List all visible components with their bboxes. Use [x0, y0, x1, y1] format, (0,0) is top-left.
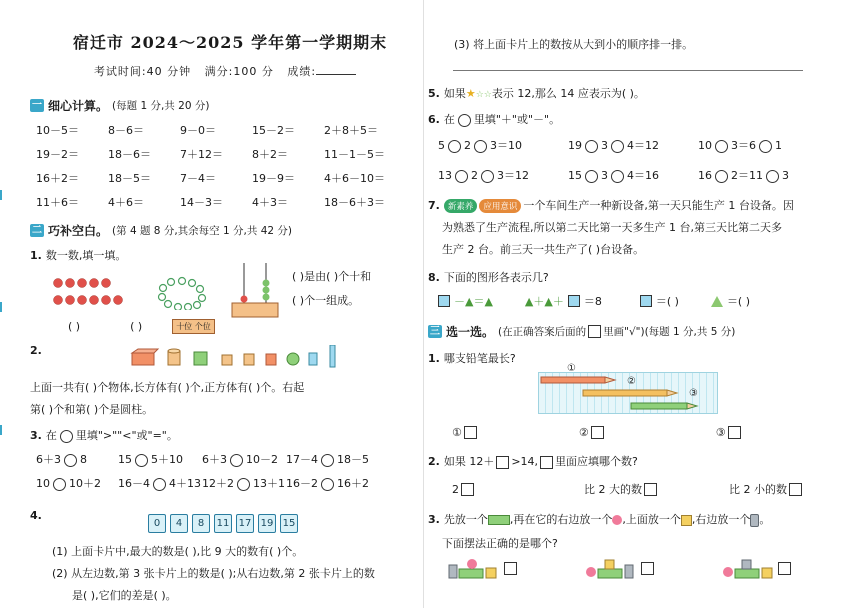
question-text-5: 。 — [759, 513, 771, 526]
number-card: 8 — [192, 514, 210, 533]
right-column — [428, 30, 833, 579]
calc-item[interactable]: 9－0＝ — [180, 124, 216, 137]
operator-circle[interactable] — [759, 140, 772, 153]
comparison-left: 6＋3 — [202, 453, 227, 466]
number-card: 0 — [148, 514, 166, 533]
exam-meta — [30, 63, 420, 79]
comparison-item — [202, 475, 286, 491]
question-text-3: ,上面放一个 — [622, 513, 681, 526]
calc-item[interactable]: 7＋12＝ — [180, 148, 223, 161]
arrangement-b-icon — [585, 557, 639, 579]
question-number: 3. — [428, 513, 440, 526]
question-3-2 — [428, 453, 833, 469]
option-checkbox[interactable] — [504, 562, 517, 575]
strawberry-blank[interactable]: ( ) — [68, 320, 81, 333]
question-text: 在 — [45, 429, 57, 442]
operator-circle[interactable] — [585, 140, 598, 153]
section-3-name: 选一选。 — [446, 325, 495, 339]
question-7-line1: 一个车间生产一种新设备,第一天只能生产 1 台设备。因 — [523, 199, 794, 212]
operator-circle[interactable] — [715, 140, 728, 153]
section-2-header — [30, 222, 420, 239]
calc-item[interactable]: 7－4＝ — [180, 172, 216, 185]
arrangement-a-icon — [448, 557, 502, 579]
question-text-2: 里填"＋"或"－"。 — [473, 113, 561, 126]
abacus-icon — [230, 261, 282, 319]
box-icon — [540, 456, 553, 469]
square-icon — [568, 295, 580, 307]
comparison-right: 5＋10 — [151, 453, 183, 466]
question-7-line3: 生产 2 台。前三天一共生产了( )台设备。 — [442, 243, 645, 256]
operator-circle[interactable] — [455, 170, 468, 183]
operator-part: 3＝10 — [490, 139, 522, 152]
question-number: 1. — [30, 249, 42, 262]
left-edge-marks — [0, 0, 3, 608]
score-label: 满分:100 分 — [204, 65, 274, 78]
question-3-1 — [428, 350, 833, 366]
operator-circle[interactable] — [585, 170, 598, 183]
number-card: 4 — [170, 514, 188, 533]
cube-icon — [681, 515, 692, 526]
pencil-label-3: ③ — [689, 388, 698, 399]
operator-item — [568, 167, 698, 183]
calc-item[interactable]: 15－2＝ — [252, 124, 295, 137]
comparison-right: 13＋1 — [253, 477, 285, 490]
abacus-questions — [292, 268, 371, 308]
operator-circle[interactable] — [474, 140, 487, 153]
cylinder-icon — [750, 514, 759, 527]
result-blank[interactable] — [316, 74, 356, 75]
question-text: 数一数,填一填。 — [45, 249, 127, 262]
operator-item — [438, 167, 568, 183]
question-2-3 — [30, 427, 420, 443]
result-label: 成绩: — [287, 65, 317, 78]
operator-part: 5 — [438, 139, 445, 152]
comparison-item — [202, 451, 286, 467]
question-text: 在 — [443, 113, 455, 126]
option-label: ② — [578, 426, 589, 439]
comparison-left: 17－4 — [286, 453, 318, 466]
comparison-left: 10 — [36, 477, 50, 490]
arrangement-c-icon — [722, 557, 776, 579]
comparison-right: 8 — [80, 453, 87, 466]
question-text-3: 里面应填哪个数? — [555, 455, 638, 468]
question-text-2: ,再在它的右边放一个 — [509, 513, 613, 526]
section-2-number: 二 — [32, 225, 42, 236]
number-card: 17 — [236, 514, 254, 533]
option-checkbox[interactable] — [464, 426, 477, 439]
pencils-figure — [538, 363, 718, 414]
question-text: 先放一个 — [443, 513, 488, 526]
question-7-line2: 为熟悉了生产流程,所以第二天比第一天多生产 1 台,第三天比第二天多 — [442, 221, 782, 234]
comparison-left: 16－2 — [286, 477, 318, 490]
comparison-circle[interactable] — [153, 478, 166, 491]
equation-4[interactable]: ＝( ) — [726, 295, 751, 308]
abacus-text-1: ( )是由( )个十和 — [292, 270, 372, 283]
number-options — [452, 481, 833, 497]
question-number: 4. — [30, 509, 42, 522]
comparison-item — [118, 451, 202, 467]
question-6 — [428, 111, 833, 127]
calc-item[interactable]: 19－9＝ — [252, 172, 295, 185]
operator-part: 2＝11 — [731, 169, 763, 182]
operator-item — [438, 137, 568, 153]
comparison-item — [36, 475, 118, 491]
calc-item[interactable]: 11＋6＝ — [36, 196, 79, 209]
question-number: 2. — [428, 455, 440, 468]
comparison-circle[interactable] — [135, 454, 148, 467]
section-1-header — [30, 97, 420, 114]
operator-circle[interactable] — [611, 140, 624, 153]
comparison-left: 16－4 — [118, 477, 150, 490]
section-3-number: 三 — [430, 326, 440, 337]
equation-3[interactable]: ＝( ) — [655, 295, 679, 308]
operator-part: 3＝6 — [731, 139, 756, 152]
option-checkbox[interactable] — [461, 483, 474, 496]
small-stars-icon: ☆☆ — [475, 90, 492, 100]
operator-part: 15 — [568, 169, 582, 182]
option-label: 比 2 大的数 — [584, 483, 642, 496]
calc-item[interactable]: 18－6＋3＝ — [324, 196, 385, 209]
comparison-circle[interactable] — [53, 478, 66, 491]
operator-circle[interactable] — [448, 140, 461, 153]
strawberries-icon — [52, 276, 130, 310]
comparison-circle[interactable] — [321, 478, 334, 491]
operator-part: 16 — [698, 169, 712, 182]
ball-icon — [612, 515, 622, 525]
comparison-circle[interactable] — [321, 454, 334, 467]
section-3-note: (在正确答案后面的 — [498, 326, 587, 338]
abacus-text-2: ( )个一组成。 — [292, 294, 360, 307]
column-divider — [423, 0, 424, 608]
calc-item[interactable]: 4＋3＝ — [252, 196, 288, 209]
comparison-grid — [36, 451, 420, 499]
number-card: 15 — [280, 514, 298, 533]
operator-circle[interactable] — [766, 170, 779, 183]
option-checkbox[interactable] — [644, 483, 657, 496]
comparison-left: 15 — [118, 453, 132, 466]
operator-part: 4＝16 — [627, 169, 659, 182]
number-card: 19 — [258, 514, 276, 533]
pencil-label-2: ② — [627, 376, 636, 387]
answer-line[interactable] — [453, 70, 803, 71]
question-8 — [428, 269, 833, 285]
operator-part: 3＝12 — [497, 169, 529, 182]
calculation-grid — [36, 122, 420, 210]
option-checkbox[interactable] — [641, 562, 654, 575]
option-label: 比 2 小的数 — [729, 483, 787, 496]
pencil-label-1: ① — [567, 363, 576, 374]
question-text-4: ,右边放一个 — [691, 513, 751, 526]
comparison-item — [36, 451, 118, 467]
section-2-note: (第 4 题 8 分,其余每空 1 分,共 42 分) — [112, 225, 292, 237]
counting-figures — [52, 267, 420, 319]
operator-grid — [438, 137, 833, 183]
arrangement-options — [448, 557, 833, 579]
section-3-note-2: 里画"√")(每题 1 分,共 5 分) — [603, 326, 736, 338]
calc-item[interactable]: 8－6＝ — [108, 124, 144, 137]
question-text-2: 里填">""<"或"="。 — [75, 429, 178, 442]
number-cards — [148, 514, 420, 533]
triangle-icon — [711, 296, 723, 307]
calc-item[interactable]: 2＋8＋5＝ — [324, 124, 378, 137]
exam-title: 宿迁市 2024～2025 学年第一学期期末 — [72, 33, 388, 52]
calc-item[interactable]: 4＋6－10＝ — [324, 172, 385, 185]
equation-2: ▲＋▲＋ — [524, 295, 564, 308]
square-icon — [640, 295, 652, 307]
comparison-item — [286, 451, 370, 467]
operator-part: 13 — [438, 169, 452, 182]
square-icon — [438, 295, 450, 307]
question-5 — [428, 85, 833, 101]
option-label: ③ — [715, 426, 726, 439]
shape-equations — [438, 293, 833, 309]
pencil-options — [452, 426, 833, 439]
cuboid-icon — [488, 515, 510, 525]
question-number: 5. — [428, 87, 440, 100]
question-2-4-s2: (2) 从左边数,第 3 张卡片上的数是( );从右边数,第 2 张卡片上的数 — [52, 567, 375, 580]
operator-part: 4＝12 — [627, 139, 659, 152]
question-text: 如果 — [443, 87, 466, 100]
operator-part: 10 — [698, 139, 712, 152]
comparison-item — [286, 475, 370, 491]
option-checkbox[interactable] — [789, 483, 802, 496]
operator-item — [568, 137, 698, 153]
comparison-left: 6＋3 — [36, 453, 61, 466]
tag-new-literacy: 新素养 — [444, 199, 478, 213]
comparison-right: 18－5 — [337, 453, 369, 466]
calc-item[interactable]: 18－5＝ — [108, 172, 151, 185]
calc-item[interactable]: 14－3＝ — [180, 196, 223, 209]
section-1-name: 细心计算。 — [48, 99, 109, 113]
option-label: 2 — [452, 482, 459, 496]
section-2-name: 巧补空白。 — [48, 224, 109, 238]
calc-item[interactable]: 18－6＝ — [108, 148, 151, 161]
operator-part: 19 — [568, 139, 582, 152]
section-1-number: 一 — [32, 100, 42, 111]
question-2-1 — [30, 247, 420, 263]
question-number: 8. — [428, 271, 440, 284]
equation-2-result: ＝8 — [583, 295, 602, 308]
star-icon: ★ — [465, 87, 476, 100]
operator-part: 2 — [464, 139, 471, 152]
comparison-circle[interactable] — [230, 454, 243, 467]
question-2-2-line1: 上面一共有( )个物体,长方体有( )个,正方体有( )个。右起 — [30, 381, 305, 394]
question-2-4-s1: (1) 上面卡片中,最大的数是( ),比 9 大的数有( )个。 — [52, 545, 304, 558]
question-text: 下面的图形各表示几? — [443, 271, 549, 284]
question-text: 如果 12＋ — [443, 455, 495, 468]
calc-item[interactable]: 16＋2＝ — [36, 172, 79, 185]
calc-item[interactable]: 4＋6＝ — [108, 196, 144, 209]
section-1-note: (每题 1 分,共 20 分) — [112, 100, 210, 112]
checkbox-icon — [588, 325, 601, 338]
bead-blank[interactable]: ( ) — [130, 320, 143, 333]
left-column — [30, 30, 420, 603]
question-number: 2. — [30, 344, 42, 357]
circle-icon — [60, 430, 73, 443]
comparison-circle[interactable] — [64, 454, 77, 467]
question-2-2-line2: 第( )个和第( )个是圆柱。 — [30, 403, 154, 416]
question-number: 3. — [30, 429, 42, 442]
question-number: 6. — [428, 113, 440, 126]
bead-ring-icon — [152, 276, 212, 310]
operator-item — [698, 137, 828, 153]
question-number: 1. — [428, 352, 440, 365]
time-label: 考试时间:40 分钟 — [93, 65, 192, 78]
question-3-3-line2: 下面摆法正确的是哪个? — [442, 537, 558, 550]
comparison-right: 16＋2 — [337, 477, 369, 490]
comparison-right: 4＋13 — [169, 477, 201, 490]
operator-circle[interactable] — [715, 170, 728, 183]
question-text: 哪支铅笔最长? — [443, 352, 516, 365]
abacus-label: 十位 个位 — [172, 319, 215, 334]
calc-item[interactable]: 10－5＝ — [36, 124, 79, 137]
question-3-3 — [428, 511, 833, 527]
calc-item[interactable]: 19－2＝ — [36, 148, 79, 161]
calc-item[interactable]: 8＋2＝ — [252, 148, 288, 161]
operator-part: 2 — [471, 169, 478, 182]
option-checkbox[interactable] — [728, 426, 741, 439]
question-number: 7. — [428, 199, 440, 212]
section-3-header — [428, 323, 833, 340]
comparison-right: 10－2 — [246, 453, 278, 466]
comparison-left: 12＋2 — [202, 477, 234, 490]
operator-circle[interactable] — [481, 170, 494, 183]
solid-shapes-icon — [130, 345, 340, 371]
number-card: 11 — [214, 514, 232, 533]
question-2-4-s3-right: (3) 将上面卡片上的数按从大到小的顺序排一排。 — [454, 38, 694, 51]
operator-part: 3 — [601, 139, 608, 152]
comparison-circle[interactable] — [237, 478, 250, 491]
counting-blanks — [68, 319, 420, 334]
question-text-2: >14, — [511, 455, 539, 468]
operator-part: 3 — [782, 169, 789, 182]
option-checkbox[interactable] — [778, 562, 791, 575]
question-2-4-s3: 是( ),它们的差是( )。 — [72, 589, 177, 602]
circle-icon — [458, 114, 471, 127]
operator-circle[interactable] — [611, 170, 624, 183]
operator-part: 3 — [601, 169, 608, 182]
question-text-2: 表示 12,那么 14 应表示为( )。 — [491, 87, 645, 100]
tag-application: 应用意识 — [479, 199, 521, 213]
calc-item[interactable]: 11－1－5＝ — [324, 148, 385, 161]
comparison-item — [118, 475, 202, 491]
option-checkbox[interactable] — [591, 426, 604, 439]
equation-1: －▲＝▲ — [454, 295, 493, 308]
operator-item — [698, 167, 828, 183]
comparison-right: 10＋2 — [69, 477, 101, 490]
box-icon — [496, 456, 509, 469]
operator-part: 1 — [775, 139, 782, 152]
option-label: ① — [452, 426, 462, 439]
question-7 — [428, 197, 833, 213]
